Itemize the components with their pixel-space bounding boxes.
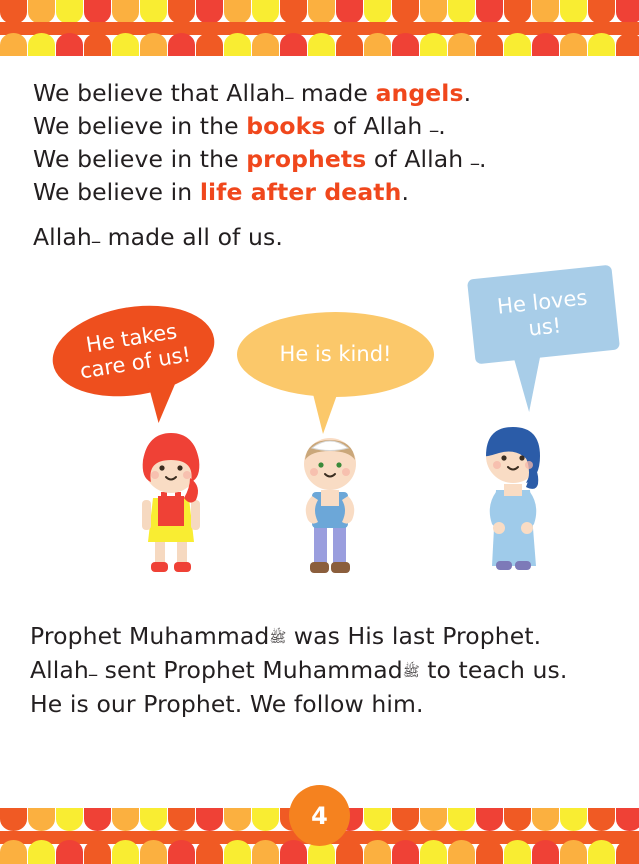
speech-bubble-text: He takes care of us!	[78, 319, 193, 384]
text-segment: Allah	[33, 223, 92, 251]
border-scallop	[588, 840, 615, 864]
border-scallop	[84, 33, 111, 56]
honorific-saw-icon: ﷺ	[402, 664, 420, 680]
text-line-1	[33, 78, 613, 111]
border-scallop	[420, 0, 447, 24]
honorific-taala-icon: ــ	[470, 153, 480, 169]
border-scallop	[224, 808, 251, 831]
border-scallop	[0, 0, 27, 24]
border-scallop	[476, 33, 503, 56]
character-girl-red-hijab	[128, 430, 214, 580]
border-scallop	[504, 0, 531, 24]
border-scallop	[112, 0, 139, 24]
border-scallop	[252, 0, 279, 24]
speech-bubble-he-is-kind	[237, 312, 434, 397]
border-scallop	[168, 0, 195, 24]
page-number: 4	[289, 785, 350, 846]
border-scallop	[392, 33, 419, 56]
border-scallop	[308, 0, 335, 24]
border-scallop	[84, 840, 111, 864]
border-scallop	[84, 0, 111, 24]
honorific-taala-icon: ــ	[429, 120, 439, 136]
top-decorative-border	[0, 0, 639, 56]
speech-bubble-he-takes-care	[46, 295, 221, 407]
border-scallop	[532, 33, 559, 56]
speech-bubble-text: He is kind!	[279, 342, 392, 366]
text-segment: of Allah	[325, 112, 430, 140]
text-segment: We believe that Allah	[33, 79, 286, 107]
border-scallop	[504, 808, 531, 831]
honorific-taala-icon: ــ	[91, 231, 101, 247]
text-segment: of Allah	[366, 145, 471, 173]
border-scallop	[280, 0, 307, 24]
honorific-saw-icon: ﷺ	[269, 630, 287, 646]
border-scallop	[84, 808, 111, 831]
bottom-text-line-2	[30, 654, 630, 688]
border-scallop	[0, 808, 27, 831]
text-segment: to teach us.	[419, 656, 568, 684]
border-scallop	[140, 33, 167, 56]
border-scallop	[56, 0, 83, 24]
border-scallop	[476, 0, 503, 24]
border-scallop	[196, 33, 223, 56]
border-scallop	[560, 840, 587, 864]
border-scallop	[560, 0, 587, 24]
border-scallop	[532, 0, 559, 24]
border-scallop	[364, 808, 391, 831]
text-segment: Allah	[30, 656, 89, 684]
top-border-scallops-upper	[0, 0, 639, 24]
border-scallop	[112, 840, 139, 864]
border-scallop	[28, 0, 55, 24]
border-scallop	[252, 808, 279, 831]
border-scallop	[616, 0, 639, 24]
border-scallop	[448, 808, 475, 831]
border-scallop	[140, 808, 167, 831]
border-scallop	[168, 33, 195, 56]
text-segment: We believe in the	[33, 112, 247, 140]
border-scallop	[420, 840, 447, 864]
highlight-prophets: prophets	[246, 145, 367, 173]
highlight-books: books	[246, 112, 326, 140]
border-scallop	[392, 840, 419, 864]
speech-bubble-he-loves-us	[467, 265, 620, 365]
bottom-text-line-3: He is our Prophet. We follow him.	[30, 690, 424, 718]
border-scallop	[588, 808, 615, 831]
border-scallop	[168, 808, 195, 831]
border-scallop	[252, 840, 279, 864]
border-scallop	[280, 33, 307, 56]
border-scallop	[56, 840, 83, 864]
text-line-5	[33, 222, 613, 255]
text-segment: .	[463, 79, 472, 107]
text-segment: Prophet Muhammad	[30, 622, 270, 650]
border-scallop	[252, 33, 279, 56]
text-segment: made	[293, 79, 376, 107]
text-line-3	[33, 144, 613, 177]
text-segment: sent Prophet Muhammad	[97, 656, 403, 684]
border-scallop	[364, 33, 391, 56]
text-segment: .	[479, 145, 487, 173]
border-scallop	[196, 840, 223, 864]
border-scallop	[504, 840, 531, 864]
honorific-taala-icon: ــ	[285, 87, 294, 103]
top-border-scallops-lower	[0, 33, 639, 56]
top-paragraph	[33, 78, 613, 255]
border-scallop	[0, 33, 27, 56]
border-scallop	[336, 0, 363, 24]
border-scallop	[224, 33, 251, 56]
speech-bubble-tail	[309, 378, 343, 434]
paragraph-spacer	[33, 208, 613, 222]
border-scallop	[476, 840, 503, 864]
text-segment: We believe in the	[33, 145, 247, 173]
border-scallop	[476, 808, 503, 831]
border-scallop	[420, 33, 447, 56]
border-scallop	[140, 840, 167, 864]
border-scallop	[28, 808, 55, 831]
border-scallop	[588, 33, 615, 56]
border-scallop	[280, 840, 307, 864]
border-scallop	[224, 840, 251, 864]
highlight-life-after-death: life after death	[199, 178, 402, 206]
border-scallop	[336, 33, 363, 56]
border-scallop	[616, 808, 639, 831]
border-scallop	[28, 840, 55, 864]
border-scallop	[448, 0, 475, 24]
text-segment: .	[401, 178, 410, 206]
speech-bubble-text: He loves us!	[495, 284, 589, 341]
border-scallop	[392, 0, 419, 24]
border-scallop	[448, 840, 475, 864]
border-scallop	[112, 808, 139, 831]
border-scallop	[448, 33, 475, 56]
border-scallop	[112, 33, 139, 56]
border-scallop	[28, 33, 55, 56]
border-scallop	[140, 0, 167, 24]
border-scallop	[0, 840, 27, 864]
border-scallop	[308, 33, 335, 56]
text-line-4	[33, 177, 613, 208]
border-scallop	[616, 33, 639, 56]
border-scallop	[616, 840, 639, 864]
border-scallop	[532, 808, 559, 831]
border-scallop	[56, 808, 83, 831]
text-line-2	[33, 111, 613, 144]
highlight-angels: angels	[375, 79, 464, 107]
border-scallop	[392, 808, 419, 831]
border-scallop	[560, 33, 587, 56]
bottom-paragraph	[30, 620, 630, 720]
honorific-taala-icon: ــ	[88, 664, 98, 680]
border-scallop	[336, 840, 363, 864]
border-scallop	[196, 0, 223, 24]
bottom-text-line-1	[30, 620, 630, 654]
border-scallop	[168, 840, 195, 864]
text-segment: made all of us.	[100, 223, 283, 251]
text-segment: was His last Prophet.	[286, 622, 542, 650]
border-scallop	[224, 0, 251, 24]
character-boy-blue-cap	[468, 418, 558, 583]
text-segment: .	[438, 112, 446, 140]
border-scallop	[364, 840, 391, 864]
border-scallop	[196, 808, 223, 831]
border-scallop	[588, 0, 615, 24]
speech-bubble-tail	[145, 371, 181, 423]
character-boy-white-cap	[290, 428, 370, 580]
border-scallop	[560, 808, 587, 831]
border-scallop	[420, 808, 447, 831]
speech-bubble-tail	[513, 352, 547, 413]
border-scallop	[364, 0, 391, 24]
border-scallop	[504, 33, 531, 56]
border-scallop	[532, 840, 559, 864]
text-segment: We believe in	[33, 178, 200, 206]
border-scallop	[56, 33, 83, 56]
